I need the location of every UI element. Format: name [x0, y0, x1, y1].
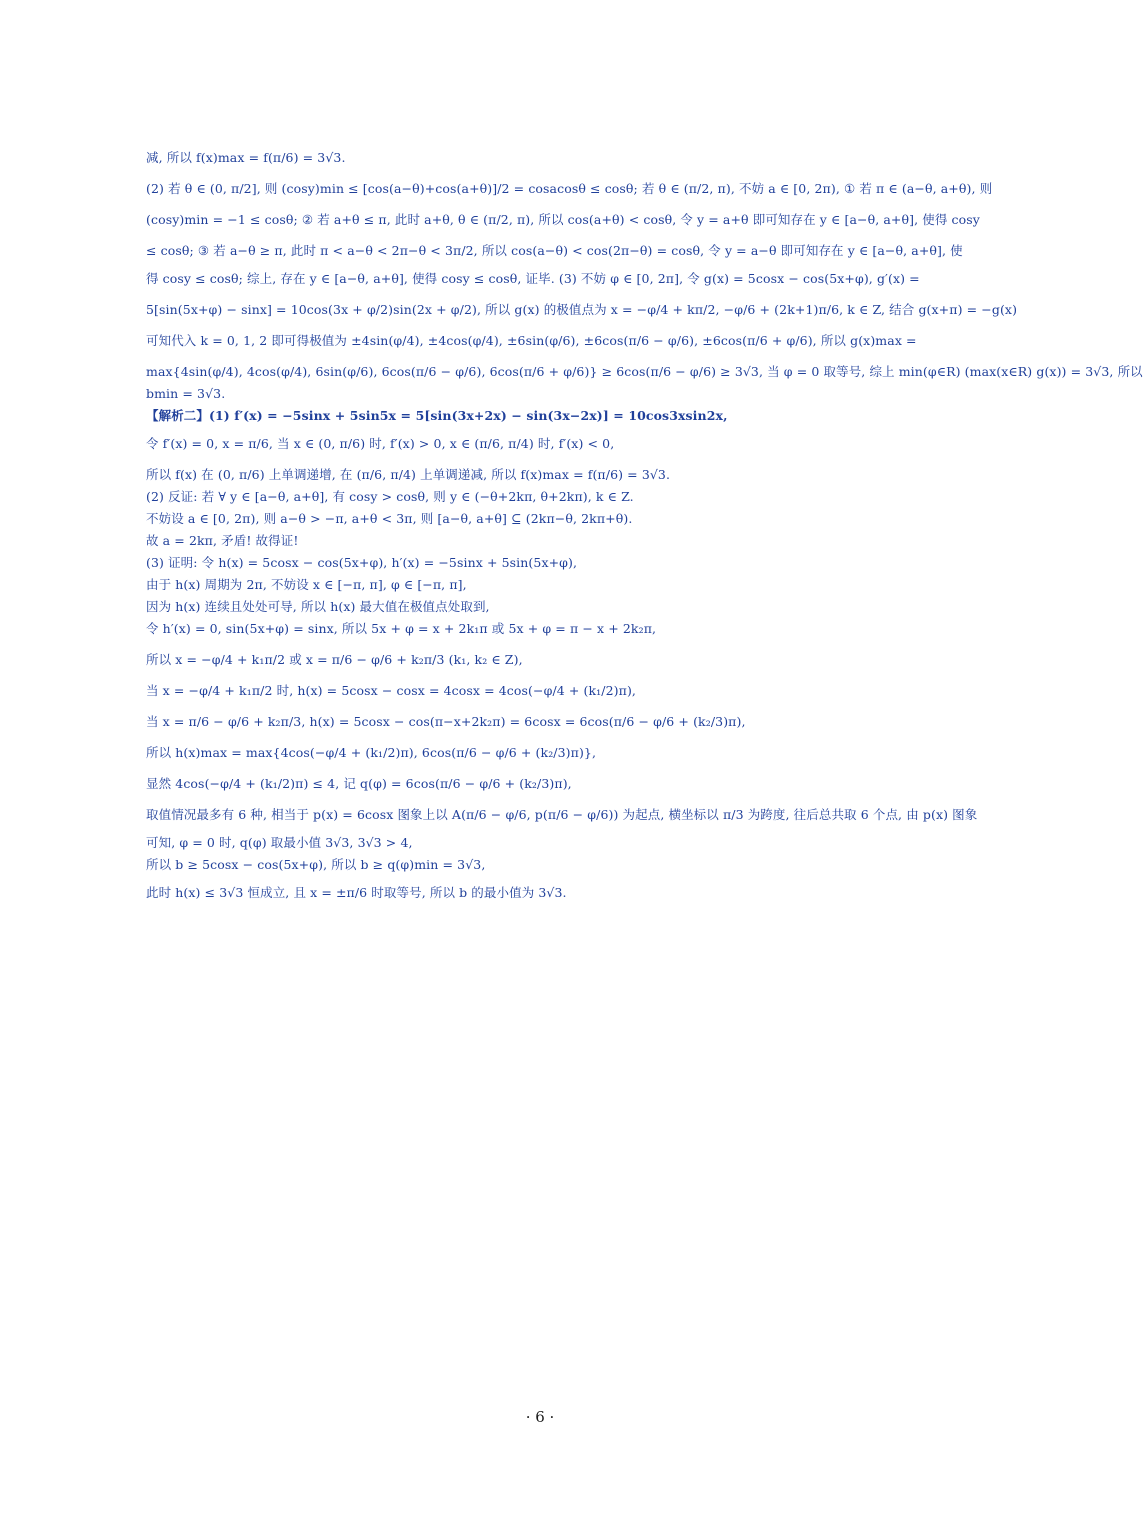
text-line: 令 h′(x) = 0, sin(5x+φ) = sinx, 所以 5x + φ = x + 2k₁π 或 5x + φ = π − x + 2k₂π, [146, 621, 657, 636]
text-line: (cosy)min = −1 ≤ cosθ; ② 若 a+θ ≤ π, 此时 a+θ, θ ∈ (π/2, π), 所以 cos(a+θ) < cosθ, 令 y = a+θ 即可知存在 y ∈ [a−θ, a+θ], 使得 cosy [146, 212, 980, 227]
text-line: (2) 若 θ ∈ (0, π/2], 则 (cosy)min ≤ [cos(a−θ)+cos(a+θ)]/2 = cosacosθ ≤ cosθ; 若 θ ∈ (π/2, π), 不妨 a ∈ [0, 2π), ① 若 π ∈ (a−θ, a+θ), 则 [146, 181, 993, 196]
text-line: bmin = 3√3. [146, 386, 226, 401]
solution-text [146, 150, 1143, 901]
text-line: 所以 x = −φ/4 + k₁π/2 或 x = π/6 − φ/6 + k₂π/3 (k₁, k₂ ∈ Z), [146, 652, 523, 667]
text-line: (3) 证明: 令 h(x) = 5cosx − cos(5x+φ), h′(x) = −5sinx + 5sin(5x+φ), [146, 555, 578, 570]
text-line: 5[sin(5x+φ) − sinx] = 10cos(3x + φ/2)sin(2x + φ/2), 所以 g(x) 的极值点为 x = −φ/4 + kπ/2, −φ/6 + (2k+1)π/6, k ∈ Z, 结合 g(x+π) = −g(x) [146, 302, 1018, 317]
text-line: 取值情况最多有 6 种, 相当于 p(x) = 6cosx 图象上以 A(π/6 − φ/6, p(π/6 − φ/6)) 为起点, 横坐标以 π/3 为跨度, 往后总共取 6 个点, 由 p(x) 图象 [146, 807, 978, 822]
solution-two-heading: 【解析二】(1) f′(x) = −5sinx + 5sin5x = 5[sin(3x+2x) − sin(3x−2x)] = 10cos3xsin2x, [146, 408, 728, 423]
text-line: ≤ cosθ; ③ 若 a−θ ≥ π, 此时 π < a−θ < 2π−θ < 3π/2, 所以 cos(a−θ) < cos(2π−θ) = cosθ, 令 y = a−θ 即可知存在 y ∈ [a−θ, a+θ], 使 [146, 243, 963, 258]
text-line: 所以 b ≥ 5cosx − cos(5x+φ), 所以 b ≥ q(φ)min = 3√3, [146, 857, 486, 872]
text-line: 可知, φ = 0 时, q(φ) 取最小值 3√3, 3√3 > 4, [146, 835, 413, 850]
page-number: · 6 · [525, 1408, 555, 1426]
text-line: 当 x = −φ/4 + k₁π/2 时, h(x) = 5cosx − cosx = 4cosx = 4cos(−φ/4 + (k₁/2)π), [146, 683, 637, 698]
text-line: 所以 h(x)max = max{4cos(−φ/4 + (k₁/2)π), 6cos(π/6 − φ/6 + (k₂/3)π)}, [146, 745, 597, 760]
text-line: 减, 所以 f(x)max = f(π/6) = 3√3. [146, 150, 346, 165]
text-line: 当 x = π/6 − φ/6 + k₂π/3, h(x) = 5cosx − cos(π−x+2k₂π) = 6cosx = 6cos(π/6 − φ/6 + (k₂/3)π), [146, 714, 746, 729]
text-line: (2) 反证: 若 ∀ y ∈ [a−θ, a+θ], 有 cosy > cosθ, 则 y ∈ (−θ+2kπ, θ+2kπ), k ∈ Z. [146, 489, 634, 504]
text-line: 得 cosy ≤ cosθ; 综上, 存在 y ∈ [a−θ, a+θ], 使得 cosy ≤ cosθ, 证毕. (3) 不妨 φ ∈ [0, 2π], 令 g(x) = 5cosx − cos(5x+φ), g′(x) = [146, 271, 920, 286]
text-line: 令 f′(x) = 0, x = π/6, 当 x ∈ (0, π/6) 时, f′(x) > 0, x ∈ (π/6, π/4) 时, f′(x) < 0, [146, 436, 615, 451]
text-line: 由于 h(x) 周期为 2π, 不妨设 x ∈ [−π, π], φ ∈ [−π, π], [146, 577, 467, 592]
text-line: 因为 h(x) 连续且处处可导, 所以 h(x) 最大值在极值点处取到, [146, 599, 490, 614]
text-line: 故 a = 2kπ, 矛盾! 故得证! [146, 533, 299, 548]
text-line: 不妨设 a ∈ [0, 2π), 则 a−θ > −π, a+θ < 3π, 则 [a−θ, a+θ] ⊆ (2kπ−θ, 2kπ+θ). [146, 511, 633, 526]
text-line: max{4sin(φ/4), 4cos(φ/4), 6sin(φ/6), 6cos(π/6 − φ/6), 6cos(π/6 + φ/6)} ≥ 6cos(π/6 − φ/6) ≥ 3√3, 当 φ = 0 取等号, 综上 min(φ∈R) (max(x∈R) g(x)) = 3√3, 所以 [146, 364, 1143, 379]
text-line: 所以 f(x) 在 (0, π/6) 上单调递增, 在 (π/6, π/4) 上单调递减, 所以 f(x)max = f(π/6) = 3√3. [146, 467, 671, 482]
text-line: 显然 4cos(−φ/4 + (k₁/2)π) ≤ 4, 记 q(φ) = 6cos(π/6 − φ/6 + (k₂/3)π), [146, 776, 572, 791]
text-line: 此时 h(x) ≤ 3√3 恒成立, 且 x = ±π/6 时取等号, 所以 b 的最小值为 3√3. [146, 885, 567, 900]
text-line: 可知代入 k = 0, 1, 2 即可得极值为 ±4sin(φ/4), ±4cos(φ/4), ±6sin(φ/6), ±6cos(π/6 − φ/6), ±6cos(π/6 + φ/6), 所以 g(x)max = [146, 333, 917, 348]
